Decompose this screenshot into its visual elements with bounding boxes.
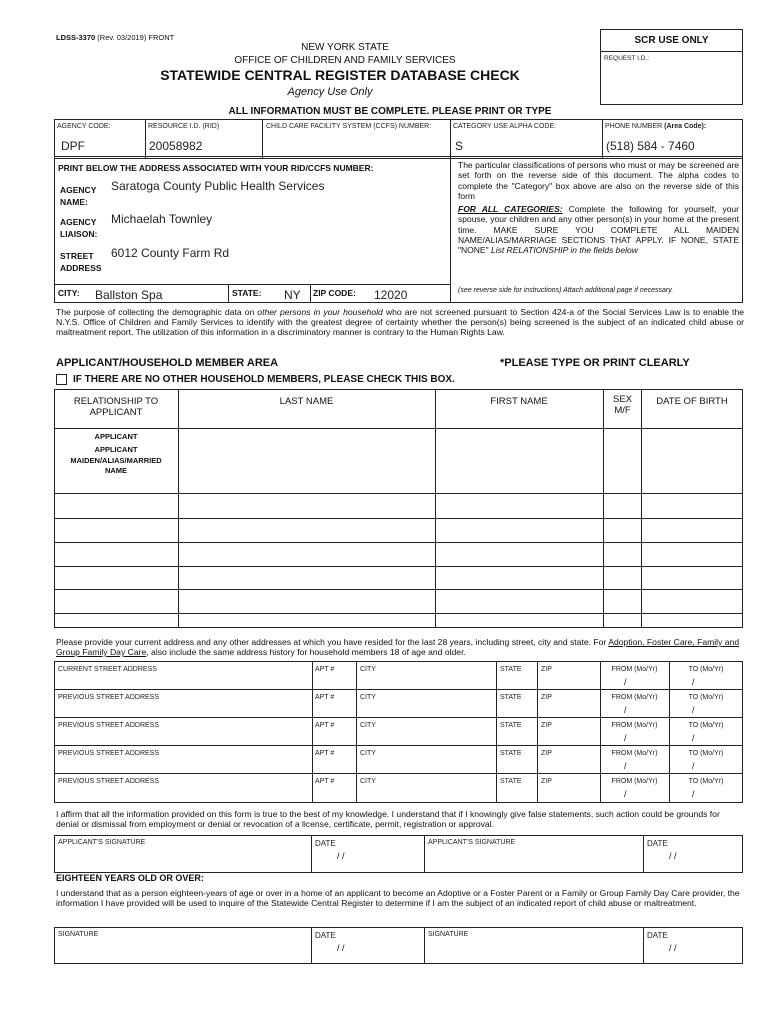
- purpose-pre: The purpose of collecting the demographic data on: [56, 307, 258, 317]
- signature-label-2: SIGNATURE: [428, 931, 469, 938]
- row-maiden-name: APPLICANT MAIDEN/ALIAS/MARRIED NAME: [70, 445, 162, 475]
- apt-label: APT #: [315, 666, 335, 673]
- agency-use-only: Agency Use Only: [287, 86, 373, 98]
- signature-label-1: SIGNATURE: [58, 931, 99, 938]
- col-sex: SEX M/F: [612, 394, 632, 416]
- to-label: TO (Mo/Yr): [688, 666, 724, 673]
- history-intro-underline: Adoption, Foster Care, Family and Group Family Day Care: [56, 637, 740, 657]
- from-label: FROM (Mo/Yr): [611, 778, 658, 785]
- agency-code-field[interactable]: DPF: [61, 139, 85, 153]
- category-note-p2-tail: List RELATIONSHIP in the fields below: [490, 245, 638, 256]
- col-first-name: FIRST NAME: [490, 396, 548, 407]
- col-dob: DATE OF BIRTH: [656, 396, 728, 407]
- applicant-signature-label-2: APPLICANT'S SIGNATURE: [428, 839, 516, 846]
- purpose-paragraph: [56, 307, 744, 337]
- to-label: TO (Mo/Yr): [688, 750, 724, 757]
- form-id: LDSS-3370: [56, 33, 96, 42]
- instructions-banner: ALL INFORMATION MUST BE COMPLETE. PLEASE PRINT OR TYPE: [228, 106, 552, 117]
- eighteen-text: I understand that as a person eighteen-years of age or over in a home of an applicant to become an Adoptive or a Foster Parent or a Family or Group Family Day Care provider, the information I have provided will be used to inquire of the Statewide Central Register to determine if I am the subject of an indicated report of child abuse or maltreatment.: [56, 888, 740, 908]
- affirmation-text: I affirm that all the information provided on this form is true to the best of my knowledge. I understand that if I knowingly give false statements, such action could be grounds for denial or dismissal from employment or denial or revocation of a license, certificate, permit, registration or approval.: [56, 809, 720, 829]
- col-last-name: LAST NAME: [279, 396, 334, 407]
- ccfs-number-field[interactable]: [266, 135, 446, 155]
- to-slash: /: [692, 789, 695, 799]
- zip-field[interactable]: 12020: [374, 288, 408, 302]
- category-note-p1: The particular classifications of persons who must or may be screened are set forth on the reverse side of this document. The alpha codes to complete the "Category" box above are also on the reverse side of this form: [458, 160, 739, 201]
- from-slash: /: [624, 733, 627, 743]
- member-area-heading: APPLICANT/HOUSEHOLD MEMBER AREA: [56, 357, 279, 369]
- from-slash: /: [624, 705, 627, 715]
- to-label: TO (Mo/Yr): [688, 778, 724, 785]
- row-applicant: APPLICANT: [94, 432, 138, 441]
- form-id-line: [56, 33, 174, 42]
- previous-street-label: PREVIOUS STREET ADDRESS: [58, 750, 160, 757]
- date-field-2[interactable]: / /: [669, 851, 677, 861]
- ccfs-number-label: CHILD CARE FACILITY SYSTEM (CCFS) NUMBER:: [266, 123, 432, 130]
- apt-label: APT #: [315, 778, 335, 785]
- category-note-p2: [458, 204, 739, 255]
- apt-label: APT #: [315, 722, 335, 729]
- zip-label: ZIP: [541, 666, 552, 673]
- category-code-label: CATEGORY USE ALPHA CODE:: [453, 123, 557, 130]
- city-label: CITY: [360, 694, 376, 701]
- zip-label: ZIP: [541, 778, 552, 785]
- street-label-2: ADDRESS: [60, 263, 102, 273]
- office-name: OFFICE OF CHILDREN AND FAMILY SERVICES: [234, 55, 456, 66]
- from-label: FROM (Mo/Yr): [611, 694, 658, 701]
- page-title: STATEWIDE CENTRAL REGISTER DATABASE CHECK: [160, 67, 520, 83]
- reverse-note: (see reverse side for instructions) Attach additional page if necessary.: [458, 287, 674, 294]
- current-street-label: CURRENT STREET ADDRESS: [58, 666, 157, 673]
- scr-use-only-box: [600, 29, 743, 105]
- request-id-label: REQUEST I.D.:: [604, 55, 650, 62]
- category-note-p2-body: Complete the following for yourself, your spouse, your children and any other person(s) in your home at the present time. MAKE SURE YOU COMPLETE ALL MAIDEN NAME/ALIAS/MARRIAGE SECTIONS THAT APPLY. IF NONE, STATE "NONE": [458, 204, 739, 256]
- from-slash: /: [624, 789, 627, 799]
- scr-use-only-title: SCR USE ONLY: [634, 35, 709, 46]
- apt-label: APT #: [315, 750, 335, 757]
- previous-street-label: PREVIOUS STREET ADDRESS: [58, 778, 160, 785]
- date-label-1: DATE: [315, 839, 336, 848]
- eighteen-date-label-1: DATE: [315, 931, 336, 940]
- apt-label: APT #: [315, 694, 335, 701]
- eighteen-date-field-2[interactable]: / /: [669, 943, 677, 953]
- col-relationship: RELATIONSHIP TO APPLICANT: [73, 396, 159, 418]
- city-label: CITY: [360, 778, 376, 785]
- phone-label-text: PHONE NUMBER: [605, 123, 663, 130]
- form-revision: (Rev. 03/2019) FRONT: [97, 33, 175, 42]
- agency-name-label: [60, 184, 96, 208]
- from-label: FROM (Mo/Yr): [611, 722, 658, 729]
- street-field[interactable]: 6012 County Farm Rd: [111, 246, 230, 260]
- type-clearly: *PLEASE TYPE OR PRINT CLEARLY: [500, 357, 690, 369]
- date-field-1[interactable]: / /: [337, 851, 345, 861]
- for-all-categories: FOR ALL CATEGORIES:: [458, 204, 563, 215]
- previous-street-label: PREVIOUS STREET ADDRESS: [58, 722, 160, 729]
- to-slash: /: [692, 677, 695, 687]
- phone-label: [605, 123, 706, 130]
- signature-field-1[interactable]: [56, 941, 308, 962]
- zip-label: ZIP: [541, 694, 552, 701]
- eighteen-heading: EIGHTEEN YEARS OLD OR OVER:: [56, 873, 204, 883]
- no-members-label: IF THERE ARE NO OTHER HOUSEHOLD MEMBERS, PLEASE CHECK THIS BOX.: [73, 374, 455, 385]
- state-label: STATE: [500, 666, 522, 673]
- state-name: NEW YORK STATE: [301, 42, 389, 53]
- household-table: [54, 389, 743, 628]
- to-label: TO (Mo/Yr): [688, 694, 724, 701]
- print-below-label: PRINT BELOW THE ADDRESS ASSOCIATED WITH YOUR RID/CCFS NUMBER:: [58, 163, 374, 173]
- city-label: CITY: [360, 722, 376, 729]
- state-label: STATE: [500, 750, 522, 757]
- liaison-label: [60, 216, 97, 240]
- zip-label: ZIP: [541, 750, 552, 757]
- agency-code-label: AGENCY CODE:: [57, 123, 111, 130]
- city-label: CITY: [360, 666, 376, 673]
- resource-id-field[interactable]: 20058982: [149, 139, 203, 153]
- signature-field-2[interactable]: [426, 941, 640, 962]
- from-slash: /: [624, 761, 627, 771]
- history-intro-text: Please provide your current address and any other addresses at which you have resided for the last 28 years, including street, city and state. For: [56, 637, 607, 647]
- applicant-signature-label-1: APPLICANT'S SIGNATURE: [58, 839, 146, 846]
- liaison-label-1: AGENCY: [60, 217, 97, 227]
- phone-field[interactable]: (518) 584 - 7460: [606, 139, 695, 153]
- eighteen-date-field-1[interactable]: / /: [337, 943, 345, 953]
- previous-street-label: PREVIOUS STREET ADDRESS: [58, 694, 160, 701]
- to-label: TO (Mo/Yr): [688, 722, 724, 729]
- city-label: CITY: [360, 750, 376, 757]
- city-field[interactable]: Ballston Spa: [95, 288, 163, 302]
- from-slash: /: [624, 677, 627, 687]
- to-slash: /: [692, 705, 695, 715]
- state-field[interactable]: NY: [284, 288, 301, 302]
- state-label: STATE: [500, 778, 522, 785]
- date-label-2: DATE: [647, 839, 668, 848]
- state-label: STATE: [500, 694, 522, 701]
- eighteen-date-label-2: DATE: [647, 931, 668, 940]
- purpose-italic: other persons in your household: [257, 307, 383, 317]
- resource-id-label: RESOURCE I.D. (RID): [148, 123, 220, 130]
- to-slash: /: [692, 761, 695, 771]
- street-label-1: STREET: [60, 251, 94, 261]
- zip-label: ZIP CODE:: [313, 288, 356, 298]
- address-history-intro: [56, 637, 744, 657]
- state-label: STATE: [500, 722, 522, 729]
- zip-label: ZIP: [541, 722, 552, 729]
- from-label: FROM (Mo/Yr): [611, 666, 658, 673]
- no-members-checkbox[interactable]: [56, 374, 67, 385]
- category-note: [458, 160, 739, 256]
- from-label: FROM (Mo/Yr): [611, 750, 658, 757]
- street-label: [60, 250, 102, 274]
- history-intro-tail: , also include the same address history for household members 18 of age and older.: [146, 647, 466, 657]
- phone-label-area: (Area Code):: [664, 123, 707, 130]
- city-label: CITY:: [58, 288, 80, 298]
- liaison-label-2: LIAISON:: [60, 229, 98, 239]
- category-code-field[interactable]: S: [455, 139, 464, 153]
- agency-name-label-1: AGENCY: [60, 185, 97, 195]
- agency-name-field[interactable]: Saratoga County Public Health Services: [111, 179, 325, 193]
- liaison-field[interactable]: Michaelah Townley: [111, 212, 213, 226]
- purpose-post: who are not screened pursuant to Section 424-a of the Social Services Law is to enable the N.Y.S. Office of Children and Family Services to identify with the greatest degree of certainty whether the person(s) being screened is the subject of an indicated child abuse or maltreatment report. The utilization of this information in a discriminatory manner is contrary to the Human Rights Law.: [56, 307, 745, 337]
- state-label: STATE:: [232, 288, 262, 298]
- applicant-signature-field-2[interactable]: [426, 849, 640, 871]
- applicant-signature-field-1[interactable]: [56, 849, 308, 871]
- to-slash: /: [692, 733, 695, 743]
- agency-name-label-2: NAME:: [60, 197, 88, 207]
